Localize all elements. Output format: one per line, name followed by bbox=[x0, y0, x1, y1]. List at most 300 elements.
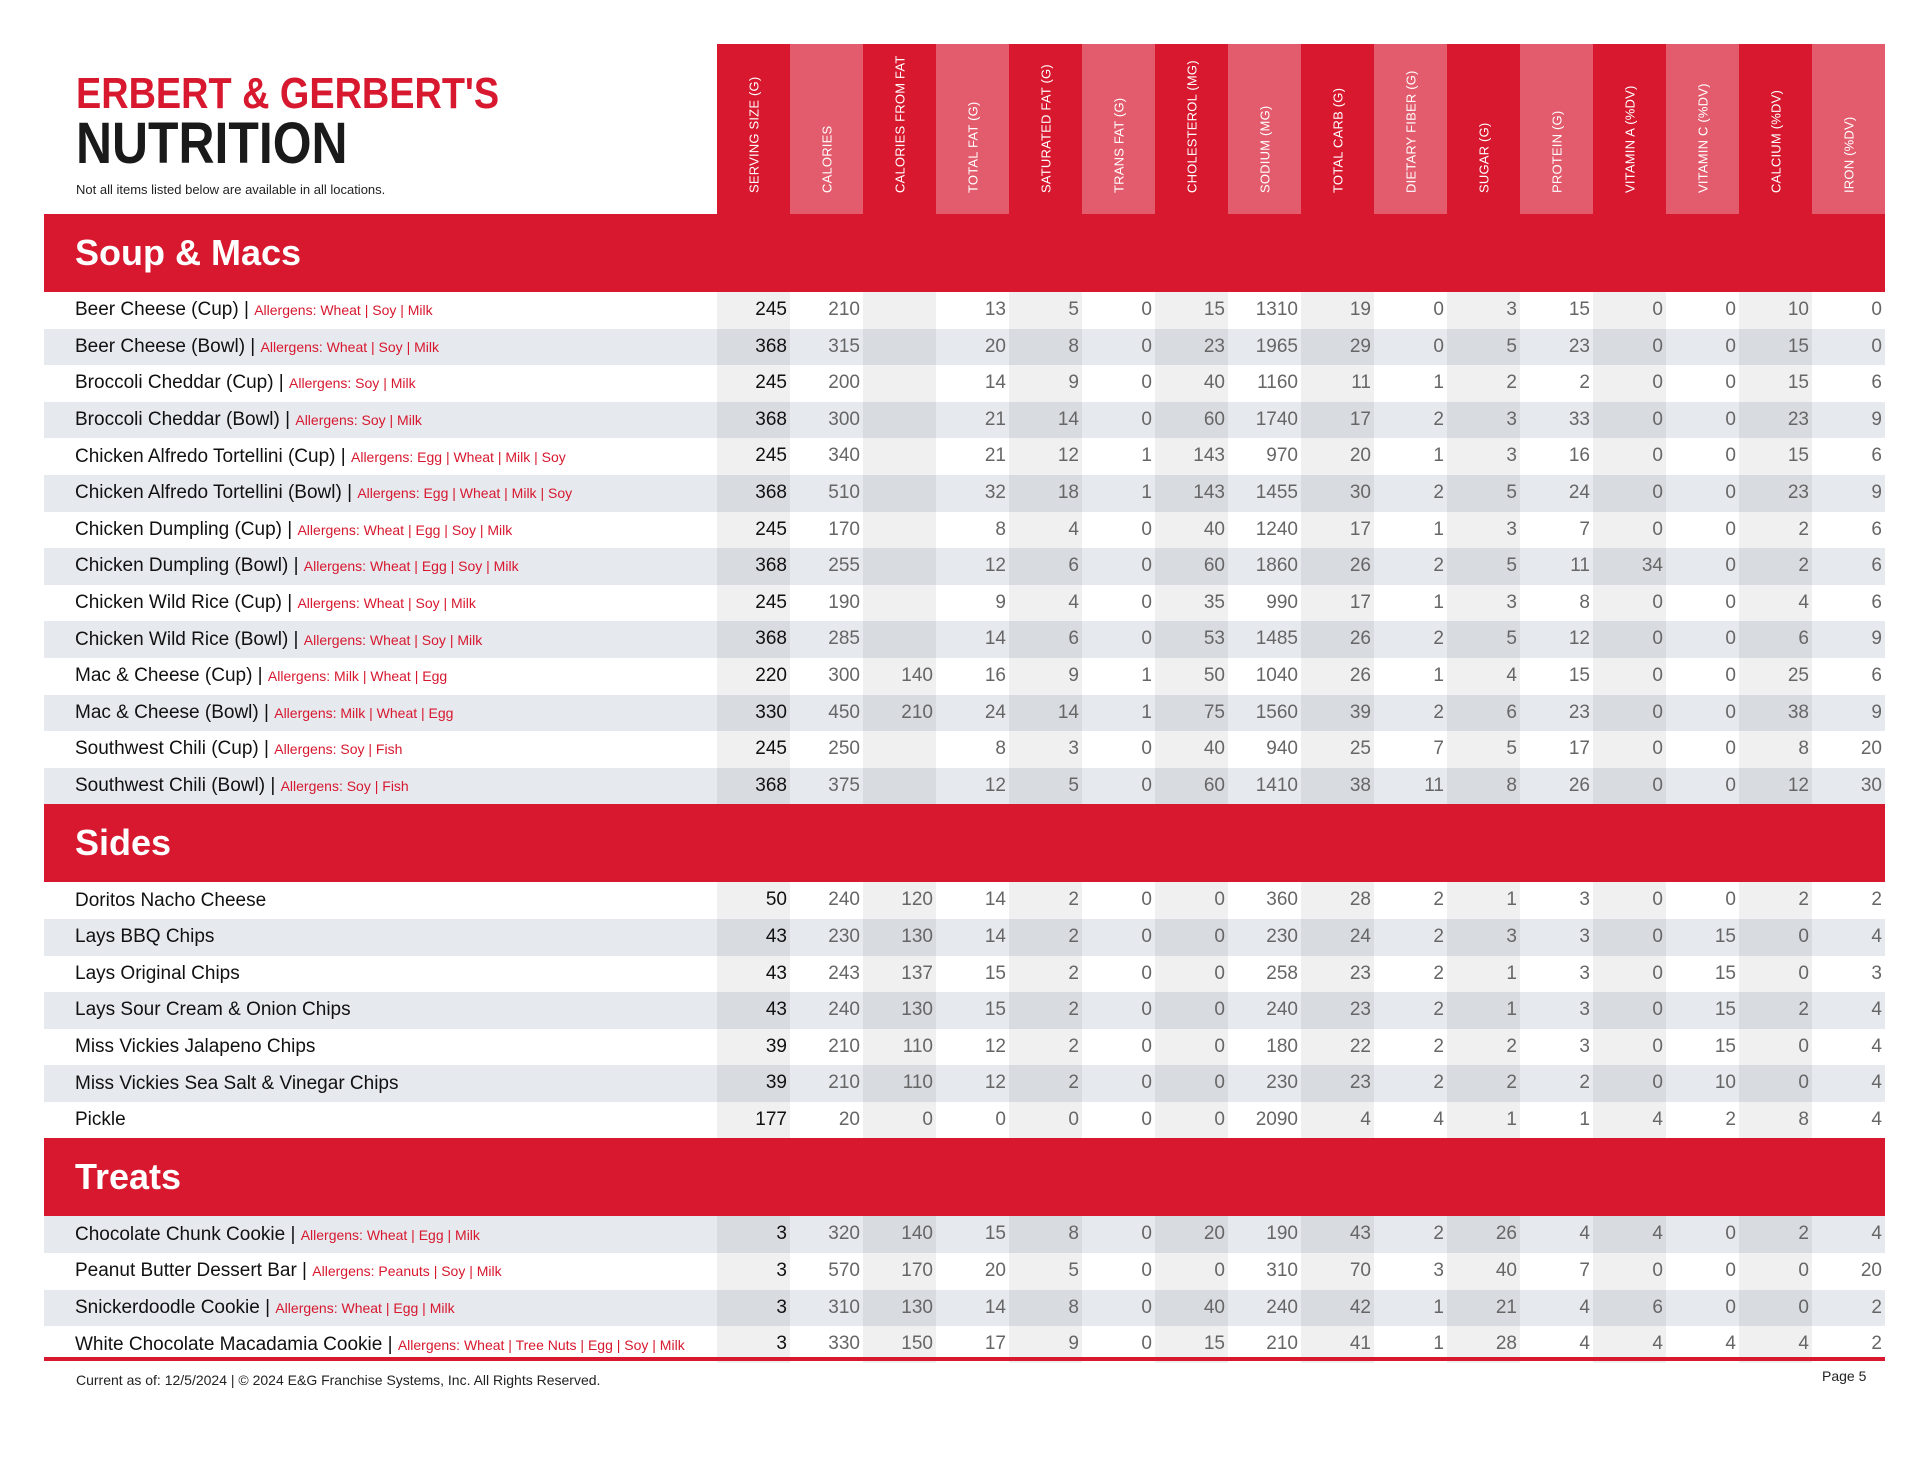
value-cell: 20 bbox=[1860, 1260, 1882, 1282]
value-cell: 0 bbox=[1725, 445, 1736, 467]
value-cell: 0 bbox=[1141, 925, 1152, 947]
column-header bbox=[1009, 44, 1082, 214]
value-cell: 9 bbox=[1871, 628, 1882, 650]
value-cell: 15 bbox=[1739, 329, 1812, 366]
value-cell: 8 bbox=[1739, 731, 1812, 768]
value-cell: 0 bbox=[1141, 738, 1152, 760]
table-row bbox=[44, 1029, 1885, 1066]
value-cell: 1 bbox=[1433, 445, 1444, 467]
value-cell: 8 bbox=[1009, 1216, 1082, 1253]
value-cell: 15 bbox=[1155, 292, 1228, 329]
table-row bbox=[44, 768, 1885, 805]
brand-name: ERBERT & GERBERT'S bbox=[76, 69, 500, 118]
value-cell: 9 bbox=[995, 591, 1006, 613]
value-cell: 990 bbox=[1266, 591, 1298, 613]
value-cell: 30 bbox=[1860, 774, 1882, 796]
item-name: Miss Vickies Jalapeno Chips bbox=[75, 1035, 316, 1057]
value-cell: 15 bbox=[1739, 438, 1812, 475]
table-row bbox=[44, 329, 1885, 366]
item-allergens: Allergens: Soy | Fish bbox=[274, 741, 403, 758]
value-cell: 16 bbox=[1568, 445, 1590, 467]
value-cell: 22 bbox=[1301, 1029, 1374, 1066]
value-cell: 0 bbox=[1433, 335, 1444, 357]
value-cell: 368 bbox=[717, 329, 790, 366]
value-cell: 2 bbox=[1433, 701, 1444, 723]
value-cell: 0 bbox=[1593, 919, 1666, 956]
value-cell: 14 bbox=[984, 1296, 1006, 1318]
value-cell: 240 bbox=[1266, 999, 1298, 1021]
value-cell: 110 bbox=[863, 1065, 936, 1102]
value-cell: 43 bbox=[717, 992, 790, 1029]
value-cell: 8 bbox=[1579, 591, 1590, 613]
value-cell: 143 bbox=[1155, 438, 1228, 475]
item-name: Lays Sour Cream & Onion Chips bbox=[75, 999, 351, 1021]
table-row bbox=[44, 292, 1885, 329]
item-allergens: Allergens: Wheat | Soy | Milk bbox=[254, 302, 433, 319]
item-name-cell: Chocolate Chunk Cookie | Allergens: Wheat | Egg | Milk bbox=[75, 1223, 480, 1245]
item-name-cell bbox=[44, 999, 717, 1021]
item-name-cell: White Chocolate Macadamia Cookie | Allergens: Wheat | Tree Nuts | Egg | Soy | Milk bbox=[75, 1333, 685, 1355]
section-header: Sides bbox=[44, 804, 1885, 882]
value-cell: 137 bbox=[863, 956, 936, 993]
value-cell: 2 bbox=[1009, 882, 1082, 919]
value-cell: 1 bbox=[1447, 956, 1520, 993]
value-cell: 25 bbox=[1739, 658, 1812, 695]
value-cell: 6 bbox=[1871, 518, 1882, 540]
value-cell: 4 bbox=[1593, 1216, 1666, 1253]
value-cell: 1 bbox=[1447, 882, 1520, 919]
value-cell: 310 bbox=[828, 1296, 860, 1318]
value-cell: 4 bbox=[1871, 925, 1882, 947]
value-cell: 20 bbox=[984, 335, 1006, 357]
value-cell: 3 bbox=[1009, 731, 1082, 768]
item-name-cell: Beer Cheese (Cup) | Allergens: Wheat | Soy | Milk bbox=[75, 299, 433, 321]
value-cell: 368 bbox=[717, 475, 790, 512]
value-cell: 250 bbox=[828, 738, 860, 760]
value-cell: 4 bbox=[1593, 1102, 1666, 1139]
value-cell: 510 bbox=[828, 481, 860, 503]
value-cell: 17 bbox=[1301, 512, 1374, 549]
item-name: Miss Vickies Sea Salt & Vinegar Chips bbox=[75, 1072, 399, 1094]
value-cell: 368 bbox=[717, 402, 790, 439]
value-cell: 6 bbox=[1739, 621, 1812, 658]
value-cell: 23 bbox=[1301, 992, 1374, 1029]
value-cell: 23 bbox=[1739, 475, 1812, 512]
value-cell bbox=[863, 438, 936, 475]
value-cell: 14 bbox=[1009, 695, 1082, 732]
value-cell: 0 bbox=[1725, 774, 1736, 796]
value-cell: 0 bbox=[1593, 438, 1666, 475]
value-cell bbox=[863, 329, 936, 366]
value-cell: 2 bbox=[1433, 1035, 1444, 1057]
value-cell: 0 bbox=[1725, 299, 1736, 320]
value-cell: 4 bbox=[1739, 585, 1812, 622]
item-name-cell: Chicken Wild Rice (Bowl) | Allergens: Wheat | Soy | Milk bbox=[75, 628, 483, 650]
value-cell: 0 bbox=[1155, 1102, 1228, 1139]
value-cell: 0 bbox=[1593, 695, 1666, 732]
table-row bbox=[44, 956, 1885, 993]
value-cell: 18 bbox=[1009, 475, 1082, 512]
item-name-cell bbox=[44, 1073, 717, 1095]
value-cell: 15 bbox=[1739, 365, 1812, 402]
value-cell: 2 bbox=[1433, 408, 1444, 430]
column-header bbox=[863, 44, 936, 214]
value-cell: 28 bbox=[1301, 882, 1374, 919]
value-cell: 8 bbox=[995, 738, 1006, 760]
value-cell: 2 bbox=[1433, 925, 1444, 947]
value-cell: 40 bbox=[1155, 731, 1228, 768]
value-cell: 2 bbox=[1433, 999, 1444, 1021]
value-cell: 0 bbox=[1141, 628, 1152, 650]
value-cell: 245 bbox=[717, 512, 790, 549]
value-cell: 375 bbox=[828, 774, 860, 796]
value-cell: 12 bbox=[984, 1072, 1006, 1094]
value-cell: 0 bbox=[1141, 1296, 1152, 1318]
value-cell: 12 bbox=[984, 1035, 1006, 1057]
value-cell: 1 bbox=[1141, 445, 1152, 467]
value-cell: 1740 bbox=[1255, 408, 1298, 430]
value-cell: 6 bbox=[1871, 664, 1882, 686]
value-cell: 320 bbox=[828, 1223, 860, 1245]
value-cell: 1860 bbox=[1255, 555, 1298, 577]
value-cell: 39 bbox=[717, 1029, 790, 1066]
value-cell: 258 bbox=[1266, 962, 1298, 984]
value-cell: 25 bbox=[1301, 731, 1374, 768]
value-cell: 1160 bbox=[1257, 372, 1298, 394]
item-name: Lays BBQ Chips bbox=[75, 926, 215, 948]
value-cell: 11 bbox=[1424, 774, 1444, 796]
value-cell: 1240 bbox=[1255, 518, 1298, 540]
item-name: Peanut Butter Dessert Bar bbox=[75, 1260, 297, 1282]
value-cell: 2 bbox=[1009, 919, 1082, 956]
value-cell: 240 bbox=[828, 999, 860, 1021]
column-header-label: CALCIUM (%DV) bbox=[1768, 90, 1783, 193]
item-name: Chocolate Chunk Cookie bbox=[75, 1223, 286, 1245]
value-cell: 50 bbox=[717, 882, 790, 919]
value-cell: 0 bbox=[1155, 1065, 1228, 1102]
value-cell: 140 bbox=[863, 658, 936, 695]
value-cell: 2 bbox=[1579, 372, 1590, 394]
value-cell: 0 bbox=[1141, 555, 1152, 577]
value-cell: 150 bbox=[863, 1326, 936, 1363]
value-cell: 3 bbox=[1447, 402, 1520, 439]
value-cell: 240 bbox=[828, 889, 860, 911]
value-cell: 0 bbox=[1593, 292, 1666, 329]
value-cell: 0 bbox=[1141, 1333, 1152, 1355]
value-cell: 330 bbox=[828, 1333, 860, 1355]
value-cell: 0 bbox=[1593, 621, 1666, 658]
value-cell: 180 bbox=[1266, 1035, 1298, 1057]
page-number: Page 5 bbox=[1822, 1368, 1867, 1384]
item-name: Chicken Wild Rice (Cup) bbox=[75, 592, 282, 614]
value-cell: 23 bbox=[1568, 701, 1590, 723]
table-row bbox=[44, 1290, 1885, 1327]
item-allergens: Allergens: Wheat | Soy | Milk bbox=[260, 338, 439, 355]
item-name: Mac & Cheese (Bowl) bbox=[75, 701, 259, 723]
value-cell: 43 bbox=[717, 956, 790, 993]
item-name-cell: Broccoli Cheddar (Bowl) | Allergens: Soy | Milk bbox=[75, 409, 422, 431]
value-cell: 6 bbox=[1871, 555, 1882, 577]
value-cell: 50 bbox=[1155, 658, 1228, 695]
value-cell: 15 bbox=[1568, 664, 1590, 686]
value-cell: 940 bbox=[1266, 738, 1298, 760]
column-header-label: PROTEIN (G) bbox=[1549, 110, 1564, 193]
item-allergens: Allergens: Peanuts | Soy | Milk bbox=[312, 1263, 502, 1280]
value-cell: 3 bbox=[1447, 919, 1520, 956]
value-cell: 6 bbox=[1871, 591, 1882, 613]
table-row bbox=[44, 548, 1885, 585]
value-cell: 23 bbox=[1568, 335, 1590, 357]
column-header-label: SERVING SIZE (G) bbox=[746, 76, 761, 193]
value-cell: 6 bbox=[1009, 621, 1082, 658]
value-cell: 0 bbox=[1871, 335, 1882, 357]
item-allergens: Allergens: Wheat | Egg | Soy | Milk bbox=[297, 521, 513, 538]
value-cell: 1 bbox=[1433, 518, 1444, 540]
value-cell: 43 bbox=[717, 919, 790, 956]
column-header bbox=[717, 44, 790, 214]
item-allergens: Allergens: Egg | Wheat | Milk | Soy bbox=[357, 485, 573, 502]
column-header bbox=[1447, 44, 1520, 214]
column-header-label: TOTAL CARB (G) bbox=[1330, 87, 1345, 193]
value-cell: 0 bbox=[1739, 1290, 1812, 1327]
value-cell: 11 bbox=[1570, 555, 1590, 577]
value-cell: 0 bbox=[1155, 1253, 1228, 1290]
value-cell: 4 bbox=[1447, 658, 1520, 695]
value-cell: 4 bbox=[1739, 1326, 1812, 1363]
item-name: Southwest Chili (Bowl) bbox=[75, 775, 266, 797]
value-cell: 8 bbox=[995, 518, 1006, 540]
value-cell: 0 bbox=[995, 1108, 1006, 1130]
value-cell: 23 bbox=[1301, 1065, 1374, 1102]
value-cell: 15 bbox=[1155, 1326, 1228, 1363]
value-cell: 35 bbox=[1155, 585, 1228, 622]
value-cell: 2 bbox=[1725, 1108, 1736, 1130]
value-cell: 38 bbox=[1739, 695, 1812, 732]
value-cell: 210 bbox=[863, 695, 936, 732]
value-cell: 0 bbox=[1725, 701, 1736, 723]
value-cell: 3 bbox=[1447, 585, 1520, 622]
value-cell: 140 bbox=[863, 1216, 936, 1253]
column-header-label: CHOLESTEROL (MG) bbox=[1184, 60, 1199, 193]
value-cell: 0 bbox=[1739, 1029, 1812, 1066]
value-cell: 0 bbox=[1593, 992, 1666, 1029]
value-cell: 4 bbox=[1871, 1223, 1882, 1245]
value-cell: 38 bbox=[1301, 768, 1374, 805]
value-cell: 8 bbox=[1009, 329, 1082, 366]
item-name-cell: Mac & Cheese (Cup) | Allergens: Milk | Wheat | Egg bbox=[75, 665, 448, 687]
column-header bbox=[1228, 44, 1301, 214]
value-cell: 1 bbox=[1141, 701, 1152, 723]
item-name-cell: Chicken Alfredo Tortellini (Cup) | Allergens: Egg | Wheat | Milk | Soy bbox=[75, 445, 566, 467]
item-name-cell: Chicken Alfredo Tortellini (Bowl) | Allergens: Egg | Wheat | Milk | Soy bbox=[75, 482, 573, 504]
value-cell: 177 bbox=[717, 1102, 790, 1139]
item-allergens: Allergens: Wheat | Egg | Soy | Milk bbox=[303, 558, 519, 575]
table-row bbox=[44, 919, 1885, 956]
value-cell: 1 bbox=[1433, 372, 1444, 394]
value-cell: 1 bbox=[1433, 1296, 1444, 1318]
item-name-cell: Chicken Wild Rice (Cup) | Allergens: Wheat | Soy | Milk bbox=[75, 592, 476, 614]
value-cell: 0 bbox=[1725, 1296, 1736, 1318]
value-cell: 143 bbox=[1155, 475, 1228, 512]
value-cell: 0 bbox=[1739, 1253, 1812, 1290]
value-cell: 3 bbox=[1579, 1035, 1590, 1057]
value-cell: 285 bbox=[828, 628, 860, 650]
value-cell: 368 bbox=[717, 548, 790, 585]
value-cell: 3 bbox=[1871, 962, 1882, 984]
value-cell: 60 bbox=[1155, 768, 1228, 805]
value-cell: 9 bbox=[1009, 1326, 1082, 1363]
value-cell: 1 bbox=[1433, 591, 1444, 613]
value-cell bbox=[863, 585, 936, 622]
value-cell: 0 bbox=[1725, 555, 1736, 577]
item-name: Chicken Wild Rice (Bowl) bbox=[75, 628, 289, 650]
value-cell: 2 bbox=[1447, 1029, 1520, 1066]
value-cell: 23 bbox=[1301, 956, 1374, 993]
value-cell: 1 bbox=[1141, 481, 1152, 503]
value-cell: 2 bbox=[1739, 1216, 1812, 1253]
value-cell: 970 bbox=[1266, 445, 1298, 467]
value-cell: 0 bbox=[1593, 882, 1666, 919]
value-cell: 240 bbox=[1266, 1296, 1298, 1318]
value-cell: 0 bbox=[1725, 664, 1736, 686]
item-name: Doritos Nacho Cheese bbox=[75, 889, 267, 911]
value-cell: 29 bbox=[1301, 329, 1374, 366]
value-cell bbox=[863, 731, 936, 768]
value-cell: 0 bbox=[1593, 365, 1666, 402]
value-cell: 3 bbox=[717, 1326, 790, 1363]
item-name: White Chocolate Macadamia Cookie bbox=[75, 1333, 383, 1355]
column-header-label: CALORIES bbox=[819, 125, 834, 193]
value-cell: 15 bbox=[1568, 299, 1590, 320]
value-cell: 20 bbox=[1860, 738, 1882, 760]
column-header bbox=[1155, 44, 1228, 214]
item-name: Chicken Alfredo Tortellini (Bowl) bbox=[75, 482, 342, 504]
column-headers bbox=[717, 44, 1885, 214]
column-header-label: CALORIES FROM FAT bbox=[892, 55, 907, 193]
value-cell: 3 bbox=[1579, 962, 1590, 984]
table-row bbox=[44, 1216, 1885, 1253]
value-cell: 12 bbox=[1739, 768, 1812, 805]
table-row bbox=[44, 402, 1885, 439]
item-name-cell bbox=[44, 1036, 717, 1058]
item-allergens: Allergens: Milk | Wheat | Egg bbox=[267, 668, 448, 685]
value-cell: 2 bbox=[1433, 555, 1444, 577]
value-cell: 23 bbox=[1155, 329, 1228, 366]
value-cell: 39 bbox=[1301, 695, 1374, 732]
value-cell: 14 bbox=[984, 372, 1006, 394]
value-cell: 70 bbox=[1301, 1253, 1374, 1290]
value-cell: 230 bbox=[1266, 925, 1298, 947]
value-cell: 245 bbox=[717, 365, 790, 402]
value-cell: 2090 bbox=[1255, 1108, 1298, 1130]
section-header: Soup & Macs bbox=[44, 214, 1885, 292]
value-cell: 2 bbox=[1579, 1072, 1590, 1094]
value-cell: 220 bbox=[717, 658, 790, 695]
value-cell: 1 bbox=[1141, 664, 1152, 686]
column-header-label: VITAMIN A (%DV) bbox=[1622, 85, 1637, 193]
value-cell: 0 bbox=[1725, 408, 1736, 430]
column-header bbox=[1082, 44, 1155, 214]
value-cell: 6 bbox=[1871, 445, 1882, 467]
column-header-label: TOTAL FAT (G) bbox=[965, 101, 980, 193]
value-cell: 1560 bbox=[1255, 701, 1298, 723]
value-cell: 9 bbox=[1871, 408, 1882, 430]
item-name-cell: Mac & Cheese (Bowl) | Allergens: Milk | Wheat | Egg bbox=[75, 701, 454, 723]
value-cell: 0 bbox=[1141, 299, 1152, 320]
value-cell: 17 bbox=[1301, 585, 1374, 622]
value-cell: 330 bbox=[717, 695, 790, 732]
value-cell: 0 bbox=[1725, 481, 1736, 503]
value-cell: 0 bbox=[1725, 628, 1736, 650]
table-row bbox=[44, 621, 1885, 658]
column-header bbox=[1666, 44, 1739, 214]
value-cell: 75 bbox=[1155, 695, 1228, 732]
value-cell: 0 bbox=[1871, 299, 1882, 320]
value-cell: 368 bbox=[717, 621, 790, 658]
value-cell bbox=[863, 768, 936, 805]
value-cell bbox=[863, 292, 936, 329]
value-cell: 0 bbox=[1009, 1102, 1082, 1139]
value-cell: 43 bbox=[1301, 1216, 1374, 1253]
column-header-label: IRON (%DV) bbox=[1841, 116, 1856, 193]
item-allergens: Allergens: Milk | Wheat | Egg bbox=[274, 704, 454, 721]
value-cell: 3 bbox=[1447, 292, 1520, 329]
value-cell: 3 bbox=[1579, 925, 1590, 947]
value-cell: 12 bbox=[984, 774, 1006, 796]
value-cell: 300 bbox=[828, 664, 860, 686]
value-cell: 9 bbox=[1871, 701, 1882, 723]
value-cell: 60 bbox=[1155, 402, 1228, 439]
table-row bbox=[44, 585, 1885, 622]
value-cell: 5 bbox=[1447, 548, 1520, 585]
item-name: Lays Original Chips bbox=[75, 962, 240, 984]
table-row bbox=[44, 512, 1885, 549]
value-cell: 5 bbox=[1447, 329, 1520, 366]
item-name-cell: Beer Cheese (Bowl) | Allergens: Wheat | Soy | Milk bbox=[75, 335, 439, 357]
value-cell: 21 bbox=[984, 445, 1006, 467]
value-cell: 0 bbox=[1725, 372, 1736, 394]
value-cell: 26 bbox=[1447, 1216, 1520, 1253]
item-name: Broccoli Cheddar (Cup) bbox=[75, 372, 274, 394]
value-cell: 2 bbox=[1009, 992, 1082, 1029]
value-cell: 21 bbox=[984, 408, 1006, 430]
item-name: Pickle bbox=[75, 1109, 126, 1131]
item-name: Southwest Chili (Cup) bbox=[75, 738, 259, 760]
brand-block bbox=[76, 69, 568, 197]
value-cell: 4 bbox=[1725, 1333, 1736, 1355]
item-allergens: Allergens: Soy | Milk bbox=[295, 412, 422, 429]
value-cell: 7 bbox=[1433, 738, 1444, 760]
value-cell: 6 bbox=[1447, 695, 1520, 732]
value-cell: 6 bbox=[1871, 372, 1882, 394]
value-cell: 14 bbox=[1009, 402, 1082, 439]
value-cell: 15 bbox=[1714, 1035, 1736, 1057]
value-cell: 1 bbox=[1433, 664, 1444, 686]
value-cell: 60 bbox=[1155, 548, 1228, 585]
value-cell: 190 bbox=[1266, 1223, 1298, 1245]
table-row bbox=[44, 1102, 1885, 1139]
value-cell: 200 bbox=[828, 372, 860, 394]
value-cell: 0 bbox=[1593, 956, 1666, 993]
column-header bbox=[936, 44, 1009, 214]
value-cell: 245 bbox=[717, 292, 790, 329]
value-cell: 15 bbox=[1714, 999, 1736, 1021]
value-cell: 10 bbox=[1714, 1072, 1736, 1094]
value-cell: 40 bbox=[1447, 1253, 1520, 1290]
value-cell: 2 bbox=[1447, 365, 1520, 402]
value-cell: 39 bbox=[717, 1065, 790, 1102]
value-cell: 0 bbox=[1593, 768, 1666, 805]
